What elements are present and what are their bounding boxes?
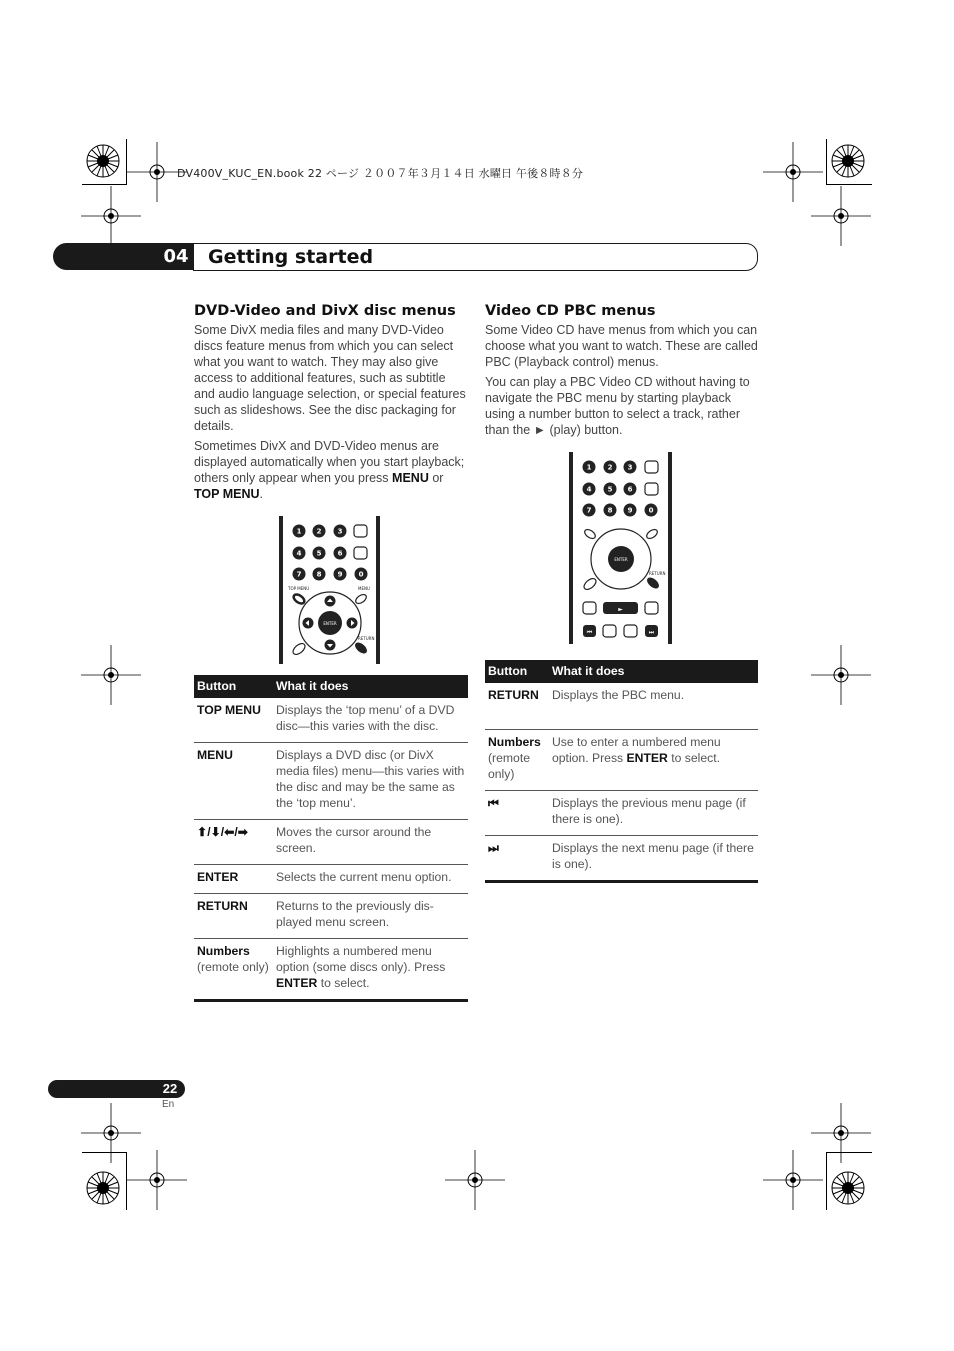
dvd-intro-paragraph: Some DivX media files and many DVD-Video discs feature menus from which you can select what you want to watch. They may also give access to additional features, such as subtitle and audio language selection, or special features such as slideshows. See the disc packaging for details. [194,323,466,433]
next-button-cell: ⏭ [485,836,549,882]
menu-label: MENU [358,586,370,591]
key-4: 4 [296,549,302,558]
description-cell: Highlights a numbered menu option (some discs only). Press ENTER to select. [273,939,468,1001]
key-0: 0 [648,506,654,515]
chapter-title: Getting started [208,246,374,268]
dvd-divx-menus-heading: DVD-Video and DivX disc menus [194,303,456,319]
prev-icon: ⏮ [586,629,593,636]
top-menu-button-ref: TOP MENU [194,487,260,501]
table-row [485,791,758,836]
key-2: 2 [607,463,613,472]
prev-button-cell: ⏮ [485,791,549,836]
vcd-play-paragraph: You can play a PBC Video CD without having to navigate the PBC menu by starting playback using a number button to select a track, rather than the ► (play) button. [485,375,750,437]
key-2: 2 [316,527,322,536]
table-row [485,683,758,730]
arrow-buttons-cell: ⬆/⬇/⬅/➡ [194,820,273,865]
next-icon: ⏭ [648,629,655,636]
enter-label: ENTER [323,621,337,626]
play-icon: ► [618,606,623,613]
chapter-number: 04 [163,246,189,267]
button-note: (remote only) [488,751,530,781]
file-header: DV400V_KUC_EN.book 22 ページ ２００７年３月１４日 水曜日 午後８時８分 [177,167,584,180]
remote-illustration-vcd [566,450,678,646]
enter-label: ENTER [614,557,628,562]
description-cell: Displays the previous menu page (if there is one). [549,791,758,836]
key-8: 8 [607,506,613,515]
number-keys [293,525,368,581]
table-row [194,939,468,1001]
vcd-menu-buttons-table [485,660,758,883]
vcd-intro-paragraph: Some Video CD have menus from which you can choose what you want to watch. These are called PBC (Playback control) menus. [485,323,758,369]
header-button: Button [485,660,549,683]
page-language: En [162,1099,175,1110]
key-6: 6 [337,549,343,558]
key-7: 7 [586,506,592,515]
button-cell: RETURN [485,683,549,730]
menu-button-ref: MENU [392,471,429,485]
key-6: 6 [627,485,633,494]
button-cell: RETURN [194,894,273,939]
description-cell: Displays the next menu page (if there is one). [549,836,758,882]
header-what-it-does: What it does [273,675,468,698]
top-menu-label: TOP MENU [288,586,310,591]
key-9: 9 [627,506,633,515]
table-row [485,836,758,882]
key-1: 1 [296,527,302,536]
description-cell: Displays the PBC menu. [549,683,758,730]
key-3: 3 [627,463,633,472]
dvd-menu-buttons-table [194,675,468,1002]
description-cell: Returns to the previously dis-played menu screen. [273,894,468,939]
description-cell: Use to enter a numbered menu option. Press ENTER to select. [549,730,758,791]
key-1: 1 [586,463,592,472]
key-5: 5 [607,485,613,494]
description-cell: Displays a DVD disc (or DivX media files) menu—this varies with the disc and may be the same as the ‘top menu’. [273,743,468,820]
description-cell: Displays the ‘top menu’ of a DVD disc—this varies with the disc. [273,698,468,743]
key-8: 8 [316,570,322,579]
button-cell: MENU [194,743,273,820]
table-row [194,820,468,865]
description-cell: Selects the current menu option. [273,865,468,894]
key-0: 0 [358,570,364,579]
table-header-row [485,660,758,683]
dvd-auto-menu-paragraph: Sometimes DivX and DVD-Video menus are displayed automatically when you start playback; others only appear when you press MENU or TOP MENU. [194,439,465,501]
table-row [194,698,468,743]
key-4: 4 [586,485,592,494]
key-5: 5 [316,549,322,558]
key-9: 9 [337,570,343,579]
table-row [194,865,468,894]
button-cell: Numbers (remote only) [194,939,273,1001]
table-header-row [194,675,468,698]
description-cell: Moves the cursor around the screen. [273,820,468,865]
return-label: RETURN [358,636,375,641]
button-note: (remote only) [197,960,269,974]
key-3: 3 [337,527,343,536]
table-row [194,743,468,820]
key-7: 7 [296,570,302,579]
button-cell: Numbers (remote only) [485,730,549,791]
header-button: Button [194,675,273,698]
button-cell: TOP MENU [194,698,273,743]
remote-illustration-dvd [274,514,386,666]
page-number: 22 [162,1081,178,1096]
vcd-pbc-menus-heading: Video CD PBC menus [485,303,656,319]
button-cell: ENTER [194,865,273,894]
header-what-it-does: What it does [549,660,758,683]
table-row [485,730,758,791]
table-row [194,894,468,939]
return-label: RETURN [649,571,666,576]
